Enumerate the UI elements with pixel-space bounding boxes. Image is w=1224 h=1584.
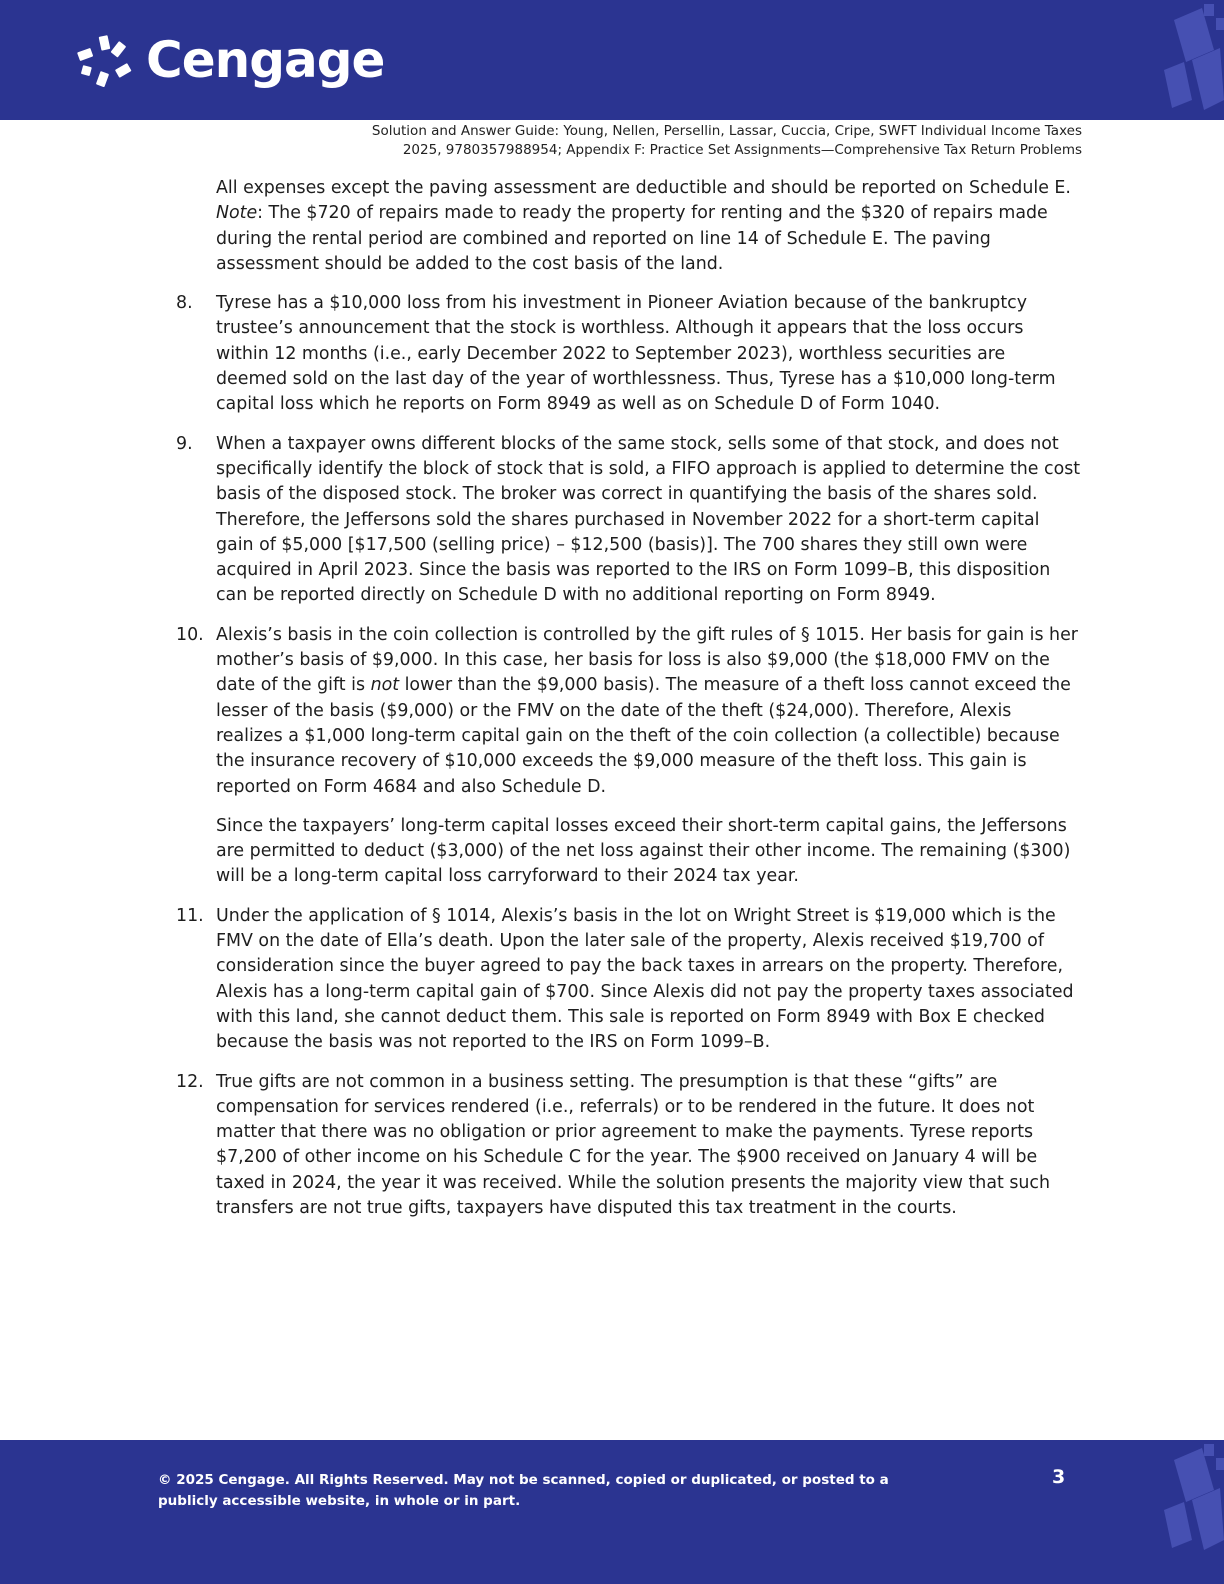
copyright-notice: © 2025 Cengage. All Rights Reserved. May not be scanned, copied or duplicated, or posted to a publicly accessible website, in whole or in part. <box>158 1472 889 1509</box>
item-text-emphasis: not <box>370 675 400 696</box>
decorative-blocks-icon <box>1134 0 1224 120</box>
item-text: Tyrese has a $10,000 loss from his investment in Pioneer Aviation because of the bankruptcy trustee’s announcement that the stock is worthless. Although it appears that the loss occurs within 12 months (i.e., early December 2022 to September 2023), worthless securities are deemed sold on the last day of the year of worthlessness. Thus, Tyrese has a $10,000 long-term capital loss which he reports on Form 8949 as well as on Schedule D of Form 1040. <box>216 293 1056 415</box>
item-number: 11. <box>176 905 204 926</box>
item-number: 12. <box>176 1071 204 1092</box>
item-number: 8. <box>176 293 193 314</box>
note-label: Note <box>216 203 258 224</box>
item-text-part-b: lower than the $9,000 basis). The measure of a theft loss cannot exceed the lesser of the basis ($9,000) or the FMV on the date of the theft ($24,000). Therefore, Alexis realizes a $1,000 long-term capital gain on the theft of the coin collection (a collectible) because the insurance recovery of $10,000 exceeds the $9,000 measure of the theft loss. This gain is reported on Form 4684 and also Schedule D. <box>216 675 1071 797</box>
item-text: Under the application of § 1014, Alexis’s basis in the lot on Wright Street is $19,000 which is the FMV on the date of Ella’s death. Upon the later sale of the property, Alexis received $19,700 of consideration since the buyer agreed to pay the back taxes in arrears on the property. Therefore, Alexis has a long-term capital gain of $700. Since Alexis did not pay the property taxes associated with this land, she cannot deduct them. This sale is reported on Form 8949 with Box E checked because the basis was not reported to the IRS on Form 1099–B. <box>216 905 1074 1053</box>
item-text <box>216 623 1081 800</box>
item-text: True gifts are not common in a business setting. The presumption is that these “gifts” are compensation for services rendered (i.e., referrals) or to be rendered in the future. It does not matter that there was no obligation or prior agreement to make the payments. Tyrese reports $7,200 of other income on his Schedule C for the year. The $900 received on January 4 will be taxed in 2024, the year it was received. While the solution presents the majority view that such transfers are not true gifts, taxpayers have disputed this tax treatment in the courts. <box>216 1071 1050 1218</box>
item-text-part-a: Alexis’s basis in the coin collection is controlled by the gift rules of § 1015. Her basis for gain is her mother’s basis of $9,000. In this case, her basis for loss is also $9,000 (the $18,000 FMV on the date of the gift is <box>216 624 1078 696</box>
header-band <box>0 0 1224 120</box>
guide-header-line-1: Solution and Answer Guide: Young, Nellen, Persellin, Lassar, Cuccia, Cripe, SWFT Individual Income Taxes <box>371 123 1082 139</box>
list-item-8 <box>176 291 1081 417</box>
intro-text-2: : The $720 of repairs made to ready the property for renting and the $320 of repairs made during the rental period are combined and reported on line 14 of Schedule E. The paving assessment should be added to the cost basis of the land. <box>216 203 1048 274</box>
page-content <box>176 176 1081 1235</box>
list-item-12 <box>176 1070 1081 1222</box>
list-item-11 <box>176 904 1081 1056</box>
intro-text-1: All expenses except the paving assessment are deductible and should be reported on Schedule E. <box>216 178 1071 198</box>
list-item-9 <box>176 432 1081 609</box>
page-number: 3 <box>1052 1466 1066 1488</box>
item-10-followup: Since the taxpayers’ long-term capital losses exceed their short-term capital gains, the Jeffersons are permitted to deduct ($3,000) of the net loss against their other income. The remaining ($300) will be a long-term capital loss carryforward to their 2024 tax year. <box>216 815 1071 887</box>
cengage-logo <box>74 30 384 90</box>
cengage-mark-icon <box>74 32 136 88</box>
guide-header <box>182 122 1082 160</box>
intro-paragraph <box>216 176 1081 277</box>
footer-band <box>0 1440 1224 1584</box>
list-item-10 <box>176 623 1081 800</box>
brand-name: Cengage <box>146 31 385 89</box>
item-number: 9. <box>176 433 193 454</box>
item-text: When a taxpayer owns different blocks of the same stock, sells some of that stock, and does not specifically identify the block of stock that is sold, a FIFO approach is applied to determine the cost basis of the disposed stock. The broker was correct in quantifying the basis of the shares sold. Therefore, the Jeffersons sold the shares purchased in November 2022 for a short-term capital gain of $5,000 [$17,500 (selling price) – $12,500 (basis)]. The 700 shares they still own were acquired in April 2023. Since the basis was reported to the IRS on Form 1099–B, this disposition can be reported directly on Schedule D with no additional reporting on Form 8949. <box>216 433 1081 606</box>
decorative-blocks-icon <box>1134 1440 1224 1584</box>
guide-header-line-2: 2025, 9780357988954; Appendix F: Practice Set Assignments—Comprehensive Tax Return Problems <box>402 142 1082 158</box>
item-number: 10. <box>176 624 204 645</box>
